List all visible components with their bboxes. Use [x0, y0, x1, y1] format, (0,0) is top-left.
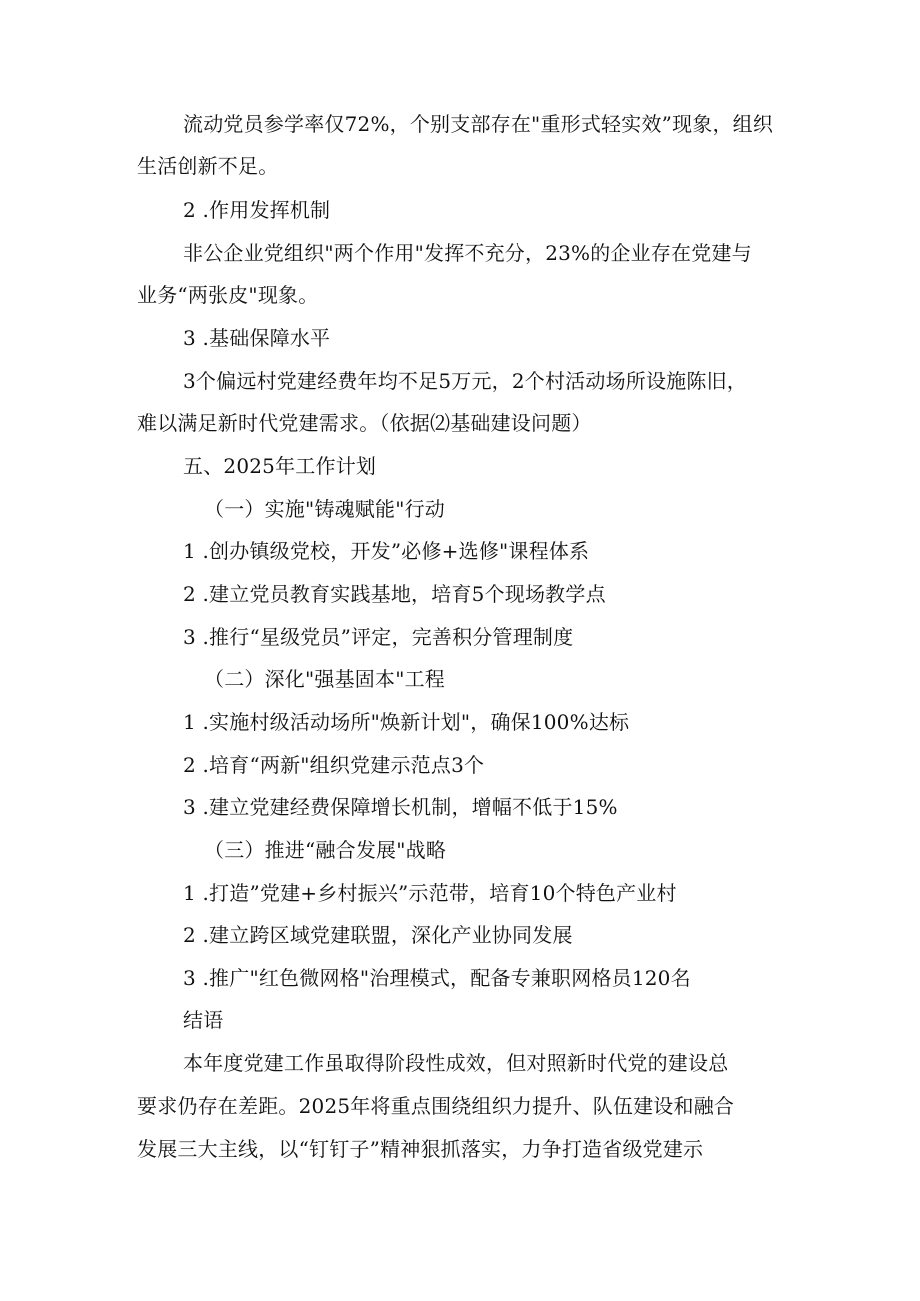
paragraph-line: 3个偏远村党建经费年均不足5万元，2个村活动场所设施陈旧， [183, 369, 747, 393]
subsection-heading: （三）推进“融合发展"战略 [204, 838, 447, 862]
paragraph-line: 流动党员参学率仅72%，个别支部存在"重形式轻实效”现象，组织 [183, 112, 774, 136]
subsection-heading: （一）实施"铸魂赋能"行动 [204, 497, 445, 521]
paragraph-line: 要求仍存在差距。2025年将重点围绕组织力提升、队伍建设和融合 [137, 1094, 735, 1118]
list-item: 2 .建立党员教育实践基地，培育5个现场教学点 [183, 582, 606, 606]
list-item: 3 .推行“星级党员”评定，完善积分管理制度 [183, 625, 574, 649]
paragraph-line: 难以满足新时代党建需求。（依据⑵基础建设问题） [137, 411, 592, 435]
section-heading: 五、2025年工作计划 [183, 454, 377, 478]
list-item: 2 .建立跨区域党建联盟，深化产业协同发展 [183, 923, 573, 947]
paragraph-line: 本年度党建工作虽取得阶段性成效，但对照新时代党的建设总 [183, 1051, 729, 1075]
list-item: 1 .创办镇级党校，开发”必修+选修"课程体系 [183, 539, 590, 563]
paragraph-line: 业务“两张皮"现象。 [137, 283, 319, 307]
paragraph-line: 发展三大主线，以“钉钉子”精神狠抓落实，力争打造省级党建示 [137, 1137, 704, 1161]
paragraph-line: 生活创新不足。 [137, 154, 279, 178]
section-heading: 结语 [183, 1008, 224, 1032]
list-item: 1 .打造”党建+乡村振兴”示范带，培育10个特色产业村 [183, 881, 677, 905]
subheading: 2 .作用发挥机制 [183, 198, 331, 222]
subheading: 3 .基础保障水平 [183, 326, 331, 350]
list-item: 3 .推广"红色微网格"治理模式，配备专兼职网格员120名 [183, 966, 691, 990]
list-item: 1 .实施村级活动场所"焕新计划"，确保100%达标 [183, 710, 630, 734]
paragraph-line: 非公企业党组织"两个作用"发挥不充分，23%的企业存在党建与 [183, 241, 752, 265]
subsection-heading: （二）深化"强基固本"工程 [204, 667, 445, 691]
list-item: 2 .培育“两新"组织党建示范点3个 [183, 753, 485, 777]
list-item: 3 .建立党建经费保障增长机制，增幅不低于15% [183, 795, 618, 819]
